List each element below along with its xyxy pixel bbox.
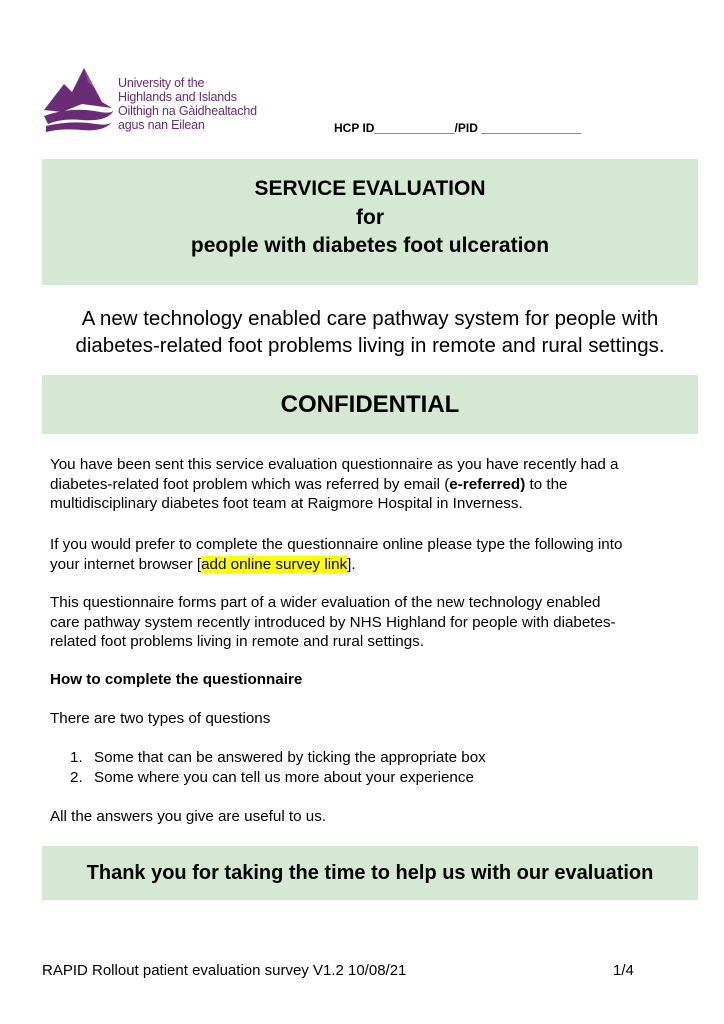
- question-types-intro: There are two types of questions: [50, 710, 271, 727]
- question-types-list: [70, 748, 486, 787]
- text-line: related foot problems living in remote and rural settings.: [50, 633, 424, 650]
- mountain-logo-icon: [42, 62, 118, 134]
- text-line: multidisciplinary diabetes foot team at Raigmore Hospital in Inverness.: [50, 495, 523, 512]
- hcp-pid-field[interactable]: HCP ID____________/PID _______________: [334, 121, 582, 135]
- intro-text: [42, 305, 698, 359]
- logo-line: Highlands and Islands: [118, 90, 237, 104]
- survey-link-placeholder[interactable]: add online survey link: [201, 555, 348, 573]
- text-line: your internet browser [: [50, 555, 202, 573]
- logo-line: agus nan Eilean: [118, 118, 205, 132]
- closing-text: All the answers you give are useful to us.: [50, 808, 327, 825]
- text-line: ].: [347, 555, 356, 573]
- list-number: 2.: [70, 768, 83, 786]
- text-line: to the: [525, 475, 568, 493]
- list-item: [70, 768, 486, 788]
- confidential-panel: [42, 375, 698, 434]
- title-line-3: people with diabetes foot ulceration: [190, 234, 550, 257]
- text-line: This questionnaire forms part of a wider evaluation of the new technology enabled: [50, 594, 601, 611]
- title-line-2: for: [356, 205, 384, 229]
- list-text: Some where you can tell us more about your experience: [94, 768, 474, 786]
- paragraph-evaluation: [50, 593, 616, 652]
- intro-line-1: A new technology enabled care pathway system for people with: [81, 307, 659, 330]
- thanks-panel: [42, 846, 698, 900]
- document-title: [42, 159, 698, 261]
- text-line: care pathway system recently introduced by NHS Highland for people with diabetes-: [50, 613, 616, 631]
- title-panel: [42, 159, 698, 285]
- university-logo: [42, 62, 272, 134]
- thanks-message: Thank you for taking the time to help us with our evaluation: [86, 862, 654, 884]
- logo-text: [118, 76, 257, 132]
- intro-line-2: diabetes-related foot problems living in remote and rural settings.: [75, 334, 665, 357]
- paragraph-online: [50, 535, 622, 574]
- how-to-heading: How to complete the questionnaire: [50, 671, 303, 688]
- title-line-1: SERVICE EVALUATION: [254, 177, 486, 200]
- list-text: Some that can be answered by ticking the appropriate box: [94, 749, 486, 766]
- paragraph-intro: [50, 455, 619, 514]
- list-number: 1.: [70, 749, 83, 766]
- page-number: 1/4: [613, 962, 634, 979]
- bold-text: e-referred): [449, 475, 526, 493]
- text-line: You have been sent this service evaluation questionnaire as you have recently had a: [50, 456, 619, 473]
- text-line: diabetes-related foot problem which was referred by email (: [50, 475, 450, 493]
- confidential-heading: CONFIDENTIAL: [280, 391, 460, 418]
- footer-version: RAPID Rollout patient evaluation survey V1.2 10/08/21: [42, 962, 407, 979]
- logo-line: Oilthigh na Gàidhealtachd: [118, 104, 257, 118]
- text-line: If you would prefer to complete the questionnaire online please type the following into: [50, 536, 623, 553]
- list-item: [70, 748, 486, 768]
- logo-line: University of the: [118, 76, 205, 90]
